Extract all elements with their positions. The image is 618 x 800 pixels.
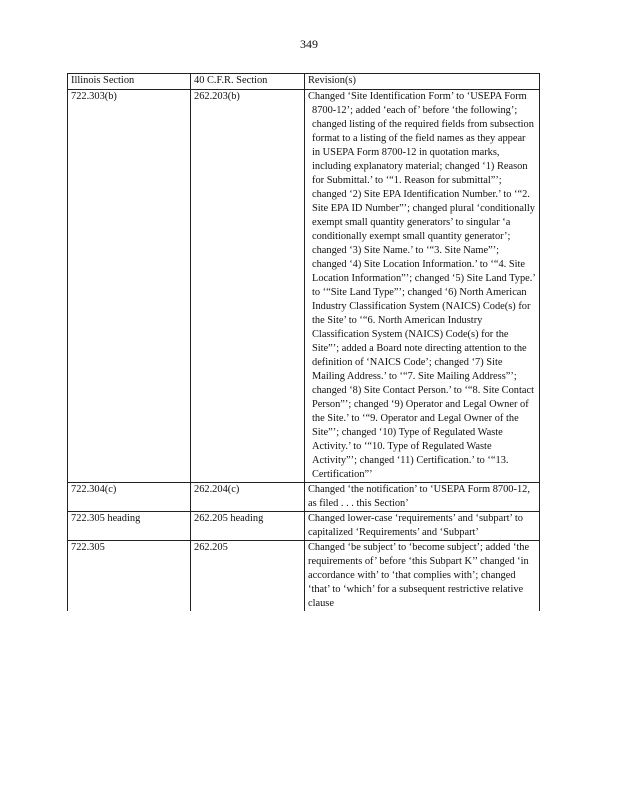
header-revisions: Revision(s) — [305, 74, 540, 90]
table-row — [68, 90, 540, 483]
table-row — [68, 541, 540, 612]
header-cfr-section: 40 C.F.R. Section — [191, 74, 305, 90]
revision-cell: Changed lower-case ‘requirements’ and ‘subpart’ to capitalized ‘Requirements’ and ‘Subpart’ — [305, 512, 540, 541]
revision-cell: Changed ‘the notification’ to ‘USEPA Form 8700-12, as filed . . . this Section’ — [305, 483, 540, 512]
cfr-section-cell: 262.204(c) — [191, 483, 305, 512]
table-header-row — [68, 74, 540, 90]
cfr-section-cell: 262.203(b) — [191, 90, 305, 483]
cfr-section-cell: 262.205 heading — [191, 512, 305, 541]
revision-table — [67, 73, 540, 611]
header-illinois-section: Illinois Section — [68, 74, 191, 90]
revision-cell: Changed ‘Site Identification Form’ to ‘USEPA Form 8700-12’; added ‘each of’ before ‘the following’; changed listing of the required fields from subsection format to a listing of the field names as they appear in USEPA Form 8700-12 in quotation marks, including explanatory material; changed ‘1) Reason for Submittal.’ to ‘“1. Reason for submittal”’; changed ‘2) Site EPA Identification Number.’ to ‘“2. Site EPA ID Number”’; changed plural ‘conditionally exempt small quantity generators’ to singular ‘a conditionally exempt small quantity generator’; changed ‘3) Site Name.’ to ‘“3. Site Name”’; changed ‘4) Site Location Information.’ to ‘“4. Site Location Information”’; changed ‘5) Site Land Type.’ to ‘“Site Land Type”’; changed ‘6) North American Industry Classification System (NAICS) Code(s) for the Site’ to ‘“6. North American Industry Classification System (NAICS) Code(s) for the Site”’; added a Board note directing attention to the definition of ‘NAICS Code’; changed ‘7) Site Mailing Address.’ to ‘“7. Site Mailing Address”’; changed ‘8) Site Contact Person.’ to ‘“8. Site Contact Person”’; changed ‘9) Operator and Legal Owner of the Site.’ to ‘“9. Operator and Legal Owner of the Site”’; changed ‘10) Type of Regulated Waste Activity.’ to ‘“10. Type of Regulated Waste Activity”’; changed ‘11) Certification.’ to ‘“13. Certification”’ — [305, 90, 540, 483]
table-row — [68, 483, 540, 512]
revision-cell: Changed ‘be subject’ to ‘become subject’; added ‘the requirements of’ before ‘this Subpart K’’ changed ‘in accordance with’ to ‘that complies with’; changed ‘that’ to ‘which’ for a subsequent restrictive relative clause — [305, 541, 540, 612]
illinois-section-cell: 722.303(b) — [68, 90, 191, 483]
illinois-section-cell: 722.305 — [68, 541, 191, 612]
page-number: 349 — [300, 37, 318, 51]
illinois-section-cell: 722.304(c) — [68, 483, 191, 512]
table-row — [68, 512, 540, 541]
cfr-section-cell: 262.205 — [191, 541, 305, 612]
illinois-section-cell: 722.305 heading — [68, 512, 191, 541]
